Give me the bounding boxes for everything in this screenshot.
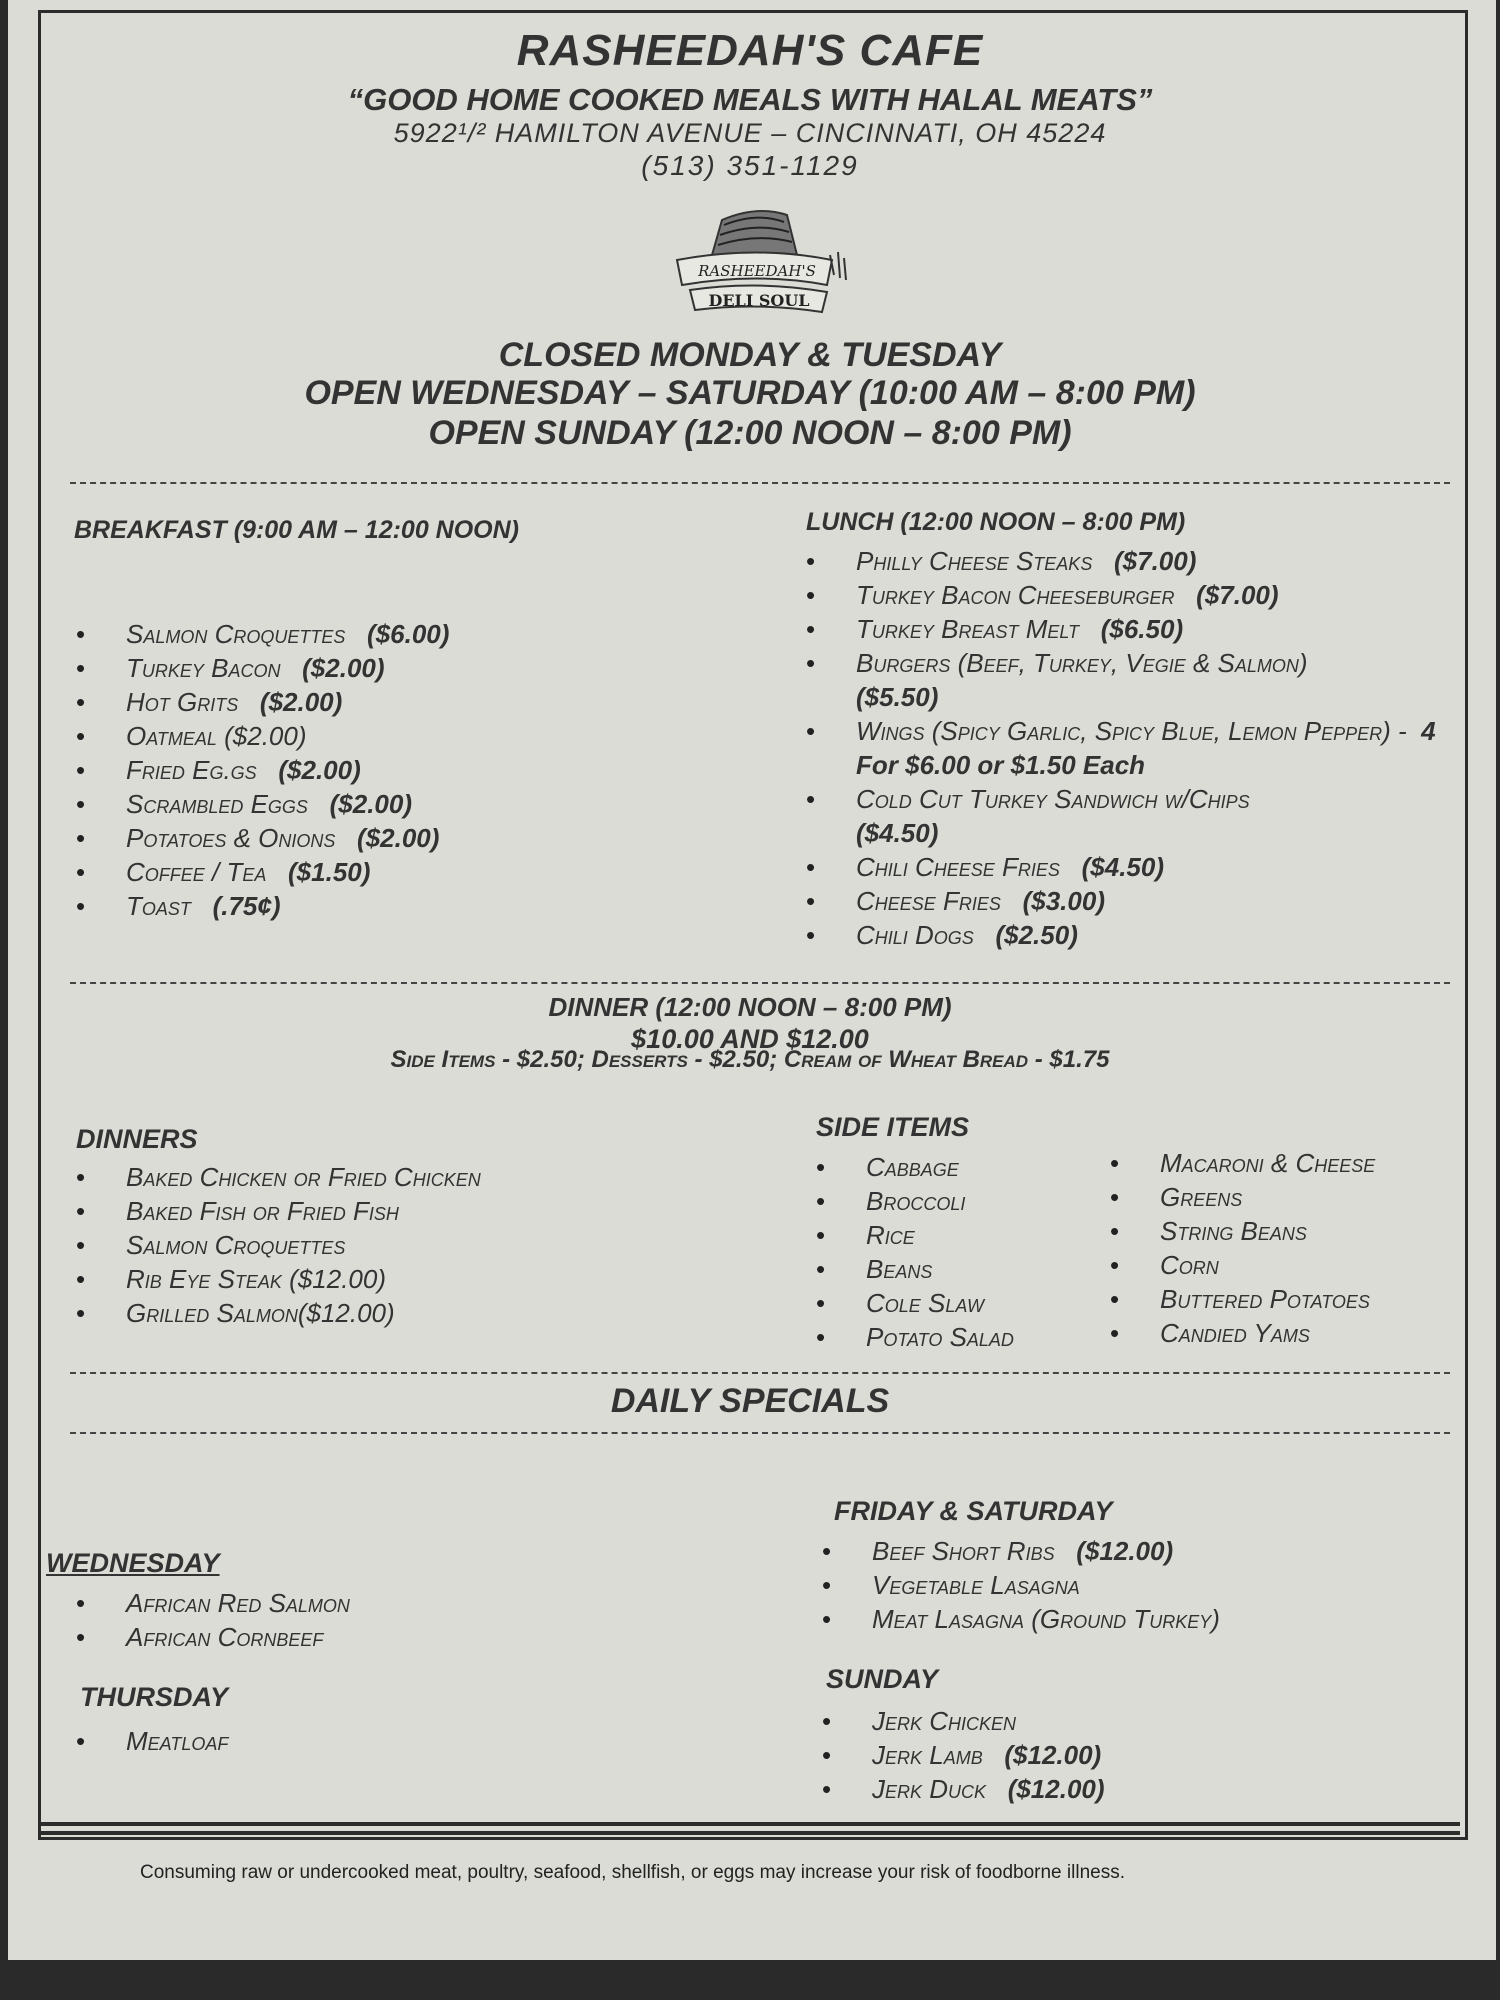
phone-number: (513) 351-1129	[641, 150, 859, 181]
list-item: • String Beans	[1110, 1214, 1460, 1248]
tagline: “GOOD HOME COOKED MEALS WITH HALAL MEATS”	[347, 82, 1153, 117]
food-safety-disclaimer: Consuming raw or undercooked meat, poultry, seafood, shellfish, or eggs may increase your risk of foodborne illness.	[140, 1862, 1125, 1883]
dinners-list	[76, 1160, 716, 1330]
thursday-heading: THURSDAY	[80, 1682, 228, 1712]
list-item: • Macaroni & Cheese	[1110, 1146, 1460, 1180]
list-item: • Beans	[816, 1252, 1106, 1286]
sunday-heading: SUNDAY	[826, 1664, 939, 1694]
list-item: • Scrambled Eggs ($2.00)	[76, 787, 696, 821]
hours-sunday: OPEN SUNDAY (12:00 NOON – 8:00 PM)	[428, 414, 1072, 452]
list-item: • Greens	[1110, 1180, 1460, 1214]
list-item: • Toast (.75¢)	[76, 889, 696, 923]
list-item: • Philly Cheese Steaks ($7.00)	[806, 544, 1446, 578]
list-item: • Vegetable Lasagna	[822, 1568, 1442, 1602]
list-item: • Oatmeal ($2.00)	[76, 719, 696, 753]
list-item: • Buttered Potatoes	[1110, 1282, 1460, 1316]
list-item: • Potato Salad	[816, 1320, 1106, 1354]
list-item: • African Cornbeef	[76, 1620, 636, 1654]
bottom-rule	[40, 1822, 1460, 1840]
side-items-list-2	[1110, 1146, 1460, 1350]
list-item: • Salmon Croquettes ($6.00)	[76, 617, 696, 651]
wednesday-list	[76, 1586, 636, 1654]
daily-specials-heading: DAILY SPECIALS	[610, 1382, 890, 1420]
list-item: • Cabbage	[816, 1150, 1106, 1184]
list-item: • Rice	[816, 1218, 1106, 1252]
list-item: • Broccoli	[816, 1184, 1106, 1218]
hours-weekdays: OPEN WEDNESDAY – SATURDAY (10:00 AM – 8:00 PM)	[304, 374, 1196, 412]
hours-closed: CLOSED MONDAY & TUESDAY	[498, 336, 1002, 374]
dinners-heading: DINNERS	[76, 1124, 198, 1154]
list-item: • Turkey Bacon Cheeseburger ($7.00)	[806, 578, 1446, 612]
thursday-list	[76, 1724, 636, 1758]
wednesday-heading: WEDNESDAY	[46, 1548, 220, 1578]
list-item: • Baked Chicken or Fried Chicken	[76, 1160, 716, 1194]
list-item: • Meat Lasagna (Ground Turkey)	[822, 1602, 1442, 1636]
logo-text-bottom: DELI SOUL	[708, 291, 810, 310]
side-items-list-1	[816, 1150, 1106, 1354]
sunday-list	[822, 1704, 1442, 1806]
list-item: • Jerk Lamb ($12.00)	[822, 1738, 1442, 1772]
list-item: • Turkey Breast Melt ($6.50)	[806, 612, 1446, 646]
lunch-list	[806, 544, 1446, 952]
list-item: • Potatoes & Onions ($2.00)	[76, 821, 696, 855]
list-item: • Cheese Fries ($3.00)	[806, 884, 1446, 918]
cafe-title: RASHEEDAH'S CAFE	[516, 26, 984, 75]
list-item: • Rib Eye Steak ($12.00)	[76, 1262, 716, 1296]
list-item: • African Red Salmon	[76, 1586, 636, 1620]
list-item: • Cole Slaw	[816, 1286, 1106, 1320]
dinner-prices: $10.00 AND $12.00	[631, 1024, 869, 1054]
breakfast-list	[76, 617, 696, 923]
list-item: • Salmon Croquettes	[76, 1228, 716, 1262]
list-item: • Candied Yams	[1110, 1316, 1460, 1350]
list-item: • Chili Cheese Fries ($4.50)	[806, 850, 1446, 884]
list-item: • Meatloaf	[76, 1724, 636, 1758]
list-item: • Hot Grits ($2.00)	[76, 685, 696, 719]
divider	[70, 1432, 1450, 1434]
divider	[70, 982, 1450, 984]
list-item: • Burgers (Beef, Turkey, Vegie & Salmon) ($5.50)	[806, 646, 1446, 714]
divider	[70, 482, 1450, 484]
list-item: • Jerk Duck ($12.00)	[822, 1772, 1442, 1806]
lunch-heading: LUNCH (12:00 NOON – 8:00 PM)	[806, 508, 1186, 536]
side-items-heading: SIDE ITEMS	[816, 1112, 970, 1142]
divider	[70, 1372, 1450, 1374]
list-item: • Corn	[1110, 1248, 1460, 1282]
dinner-heading: DINNER (12:00 NOON – 8:00 PM)	[548, 992, 952, 1022]
list-item: • Cold Cut Turkey Sandwich w/Chips ($4.50)	[806, 782, 1446, 850]
list-item: • Coffee / Tea ($1.50)	[76, 855, 696, 889]
list-item: • Chili Dogs ($2.50)	[806, 918, 1446, 952]
friday-saturday-list	[822, 1534, 1442, 1636]
list-item: • Jerk Chicken	[822, 1704, 1442, 1738]
breakfast-heading: BREAKFAST (9:00 AM – 12:00 NOON)	[74, 516, 519, 544]
dinner-extras: Side Items - $2.50; Desserts - $2.50; Cream of Wheat Bread - $1.75	[390, 1046, 1110, 1073]
list-item: • Baked Fish or Fried Fish	[76, 1194, 716, 1228]
address: 5922¹/² HAMILTON AVENUE – CINCINNATI, OH 45224	[393, 118, 1107, 148]
list-item: • Grilled Salmon($12.00)	[76, 1296, 716, 1330]
cafe-logo	[662, 200, 852, 325]
friday-saturday-heading: FRIDAY & SATURDAY	[834, 1496, 1113, 1526]
list-item: • Fried Eg.gs ($2.00)	[76, 753, 696, 787]
list-item: • Wings (Spicy Garlic, Spicy Blue, Lemon Pepper) - 4 For $6.00 or $1.50 Each	[806, 714, 1446, 782]
list-item: • Beef Short Ribs ($12.00)	[822, 1534, 1442, 1568]
logo-text-top: RASHEEDAH'S	[698, 262, 816, 280]
list-item: • Turkey Bacon ($2.00)	[76, 651, 696, 685]
